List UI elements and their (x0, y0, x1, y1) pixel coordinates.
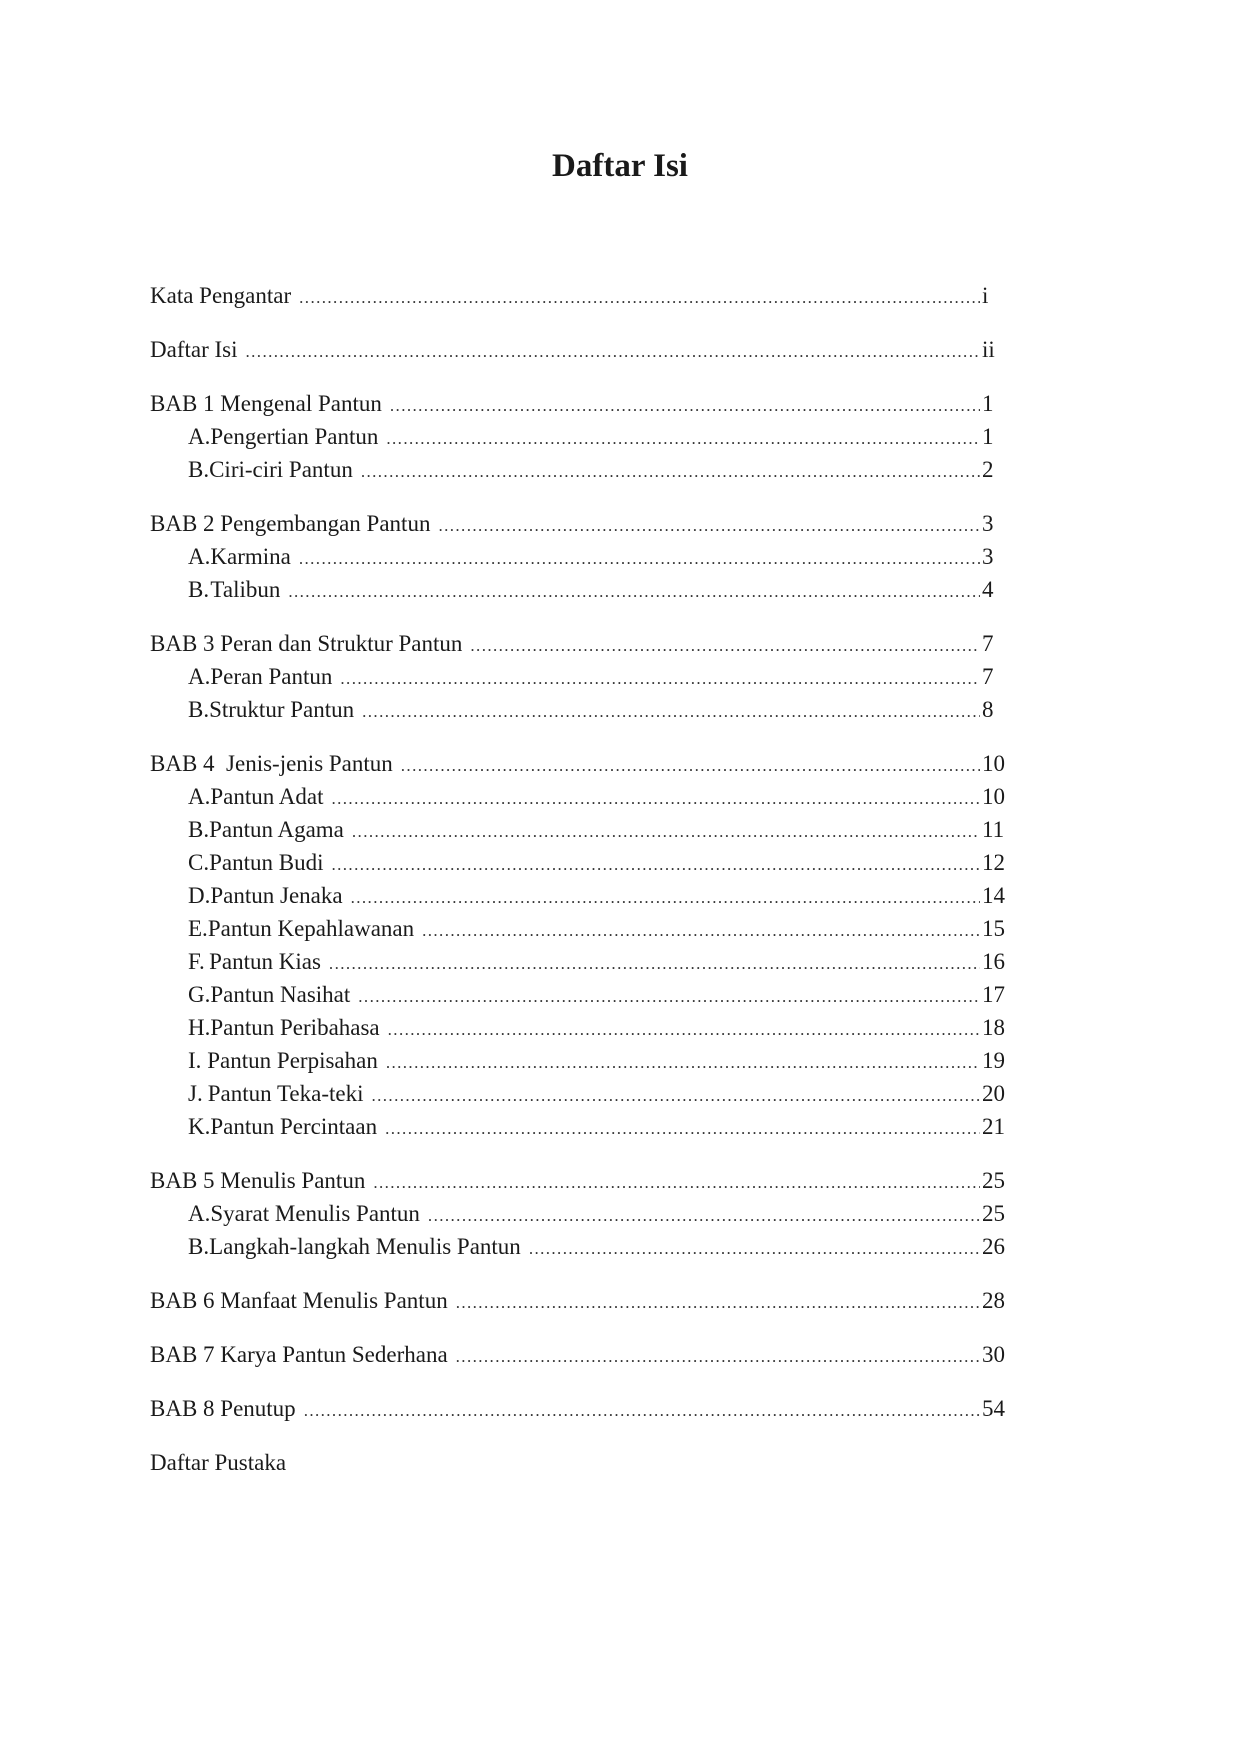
toc-dot-leader (470, 629, 980, 662)
toc-entry-letter: I. (188, 1048, 202, 1073)
toc-page-number: 25 (982, 1168, 1005, 1193)
toc-page-number: 1 (982, 391, 994, 416)
toc-page-number: 10 (982, 751, 1005, 776)
table-of-contents (150, 279, 1010, 1500)
toc-page-number: 21 (982, 1114, 1005, 1139)
toc-group (150, 1392, 1010, 1425)
toc-page-number: ii (982, 337, 995, 362)
toc-entry-letter: A. (188, 664, 211, 689)
toc-entry-letter: B. (188, 457, 210, 482)
toc-subsection-entry[interactable] (150, 1077, 1010, 1110)
toc-entry-label: Karmina (210, 544, 291, 569)
toc-chapter-entry[interactable] (150, 1164, 1010, 1197)
toc-entry-label: BAB 1 Mengenal Pantun (150, 391, 382, 416)
toc-dot-leader (371, 1079, 980, 1112)
toc-page-number: 15 (982, 916, 1005, 941)
toc-entry-label: Pantun Peribahasa (210, 1015, 380, 1040)
toc-dot-leader (358, 980, 980, 1013)
toc-chapter-entry[interactable] (150, 1284, 1010, 1317)
toc-dot-leader (386, 1046, 980, 1079)
toc-entry-label: Pantun Adat (210, 784, 324, 809)
toc-entry-letter: A. (188, 784, 211, 809)
toc-entry-letter: F. (188, 949, 205, 974)
toc-subsection-entry[interactable] (150, 573, 1010, 606)
toc-page-number: 11 (982, 817, 1005, 842)
toc-page-number: 12 (982, 850, 1005, 875)
toc-subsection-entry[interactable] (150, 660, 1010, 693)
toc-entry-label: BAB 7 Karya Pantun Sederhana (150, 1342, 448, 1367)
toc-entry-letter: B. (188, 577, 210, 602)
toc-entry-label: BAB 5 Menulis Pantun (150, 1168, 366, 1193)
toc-subsection-entry[interactable] (150, 1230, 1010, 1263)
toc-group (150, 1446, 1010, 1479)
toc-entry-label: Pantun Percintaan (210, 1114, 378, 1139)
toc-group (150, 387, 1010, 486)
toc-entry-letter: C. (188, 850, 210, 875)
toc-entry-label: Pantun Kepahlawanan (207, 916, 415, 941)
toc-subsection-entry[interactable] (150, 978, 1010, 1011)
toc-entry-letter: B. (188, 817, 210, 842)
toc-entry-label: Struktur Pantun (209, 697, 355, 722)
toc-dot-leader (340, 662, 980, 695)
toc-entry-label: Pengertian Pantun (210, 424, 379, 449)
toc-dot-leader (388, 1013, 980, 1046)
toc-page-number: 3 (982, 511, 994, 536)
toc-entry-label: Pantun Nasihat (210, 982, 351, 1007)
toc-entry-label: Pantun Agama (209, 817, 344, 842)
toc-page-number: 20 (982, 1081, 1005, 1106)
toc-dot-leader (456, 1286, 980, 1319)
toc-subsection-entry[interactable] (150, 1011, 1010, 1044)
toc-page-number: 1 (982, 424, 994, 449)
toc-subsection-entry[interactable] (150, 540, 1010, 573)
toc-subsection-entry[interactable] (150, 1044, 1010, 1077)
toc-entry-label: BAB 2 Pengembangan Pantun (150, 511, 431, 536)
toc-dot-leader (304, 1394, 980, 1427)
toc-page-number: 7 (982, 664, 994, 689)
toc-subsection-entry[interactable] (150, 813, 1010, 846)
toc-chapter-entry[interactable] (150, 1446, 1010, 1479)
toc-dot-leader (456, 1340, 980, 1373)
toc-dot-leader (438, 509, 980, 542)
toc-group (150, 1164, 1010, 1263)
toc-entry-label: Pantun Budi (209, 850, 324, 875)
toc-dot-leader (331, 782, 980, 815)
toc-chapter-entry[interactable] (150, 279, 1010, 312)
toc-dot-leader (351, 881, 980, 914)
toc-dot-leader (422, 914, 980, 947)
toc-entry-label: Daftar Pustaka (150, 1450, 287, 1475)
toc-page-number: 18 (982, 1015, 1005, 1040)
toc-dot-leader (352, 815, 980, 848)
toc-page-number: 8 (982, 697, 994, 722)
toc-page-number: 25 (982, 1201, 1005, 1226)
toc-subsection-entry[interactable] (150, 1197, 1010, 1230)
toc-entry-label: Pantun Perpisahan (207, 1048, 378, 1073)
toc-dot-leader (386, 422, 980, 455)
toc-page-number: i (982, 283, 989, 308)
toc-entry-letter: A. (188, 1201, 211, 1226)
toc-subsection-entry[interactable] (150, 1110, 1010, 1143)
toc-page-number: 14 (982, 883, 1005, 908)
toc-entry-label: Ciri-ciri Pantun (209, 457, 353, 482)
toc-subsection-entry[interactable] (150, 945, 1010, 978)
toc-dot-leader (401, 749, 980, 782)
toc-page-number: 26 (982, 1234, 1005, 1259)
toc-entry-label: Daftar Isi (150, 337, 238, 362)
toc-entry-label: Pantun Jenaka (210, 883, 343, 908)
toc-group (150, 1284, 1010, 1317)
toc-group (150, 279, 1010, 312)
toc-chapter-entry[interactable] (150, 333, 1010, 366)
toc-dot-leader (329, 947, 980, 980)
toc-entry-letter: D. (188, 883, 211, 908)
toc-dot-leader (299, 281, 980, 314)
toc-subsection-entry[interactable] (150, 780, 1010, 813)
toc-entry-letter: A. (188, 544, 211, 569)
toc-dot-leader (331, 848, 980, 881)
toc-entry-letter: E. (188, 916, 208, 941)
toc-subsection-entry[interactable] (150, 912, 1010, 945)
toc-page-number: 28 (982, 1288, 1005, 1313)
toc-dot-leader (373, 1166, 980, 1199)
toc-entry-letter: K. (188, 1114, 211, 1139)
toc-entry-label: Pantun Kias (209, 949, 321, 974)
toc-page-number: 3 (982, 544, 994, 569)
toc-entry-label: Langkah-langkah Menulis Pantun (209, 1234, 521, 1259)
toc-group (150, 747, 1010, 1143)
toc-dot-leader (361, 455, 980, 488)
toc-entry-label: Syarat Menulis Pantun (210, 1201, 420, 1226)
toc-entry-label: BAB 4 Jenis-jenis Pantun (150, 751, 393, 776)
toc-dot-leader (385, 1112, 980, 1145)
toc-entry-letter: B. (188, 1234, 210, 1259)
toc-dot-leader (390, 389, 980, 422)
toc-page-number: 19 (982, 1048, 1005, 1073)
toc-dot-leader (299, 542, 980, 575)
toc-group (150, 1338, 1010, 1371)
toc-subsection-entry[interactable] (150, 879, 1010, 912)
toc-page-number: 54 (982, 1396, 1005, 1421)
toc-chapter-entry[interactable] (150, 747, 1010, 780)
toc-entry-label: Kata Pengantar (150, 283, 292, 308)
toc-entry-letter: A. (188, 424, 211, 449)
toc-chapter-entry[interactable] (150, 627, 1010, 660)
toc-entry-letter: H. (188, 1015, 211, 1040)
toc-dot-leader (362, 695, 980, 728)
toc-chapter-entry[interactable] (150, 387, 1010, 420)
toc-page-number: 2 (982, 457, 994, 482)
toc-entry-label: BAB 8 Penutup (150, 1396, 296, 1421)
toc-group (150, 627, 1010, 726)
toc-chapter-entry[interactable] (150, 507, 1010, 540)
toc-dot-leader (428, 1199, 980, 1232)
toc-entry-label: Pantun Teka-teki (207, 1081, 364, 1106)
toc-entry-letter: B. (188, 697, 210, 722)
toc-entry-letter: G. (188, 982, 211, 1007)
toc-entry-label: BAB 3 Peran dan Struktur Pantun (150, 631, 463, 656)
toc-page-number: 16 (982, 949, 1005, 974)
toc-page-number: 4 (982, 577, 994, 602)
toc-page-number: 17 (982, 982, 1005, 1007)
toc-entry-letter: J. (188, 1081, 203, 1106)
toc-page-number: 30 (982, 1342, 1005, 1367)
toc-dot-leader (246, 335, 981, 368)
toc-group (150, 333, 1010, 366)
toc-subsection-entry[interactable] (150, 453, 1010, 486)
toc-dot-leader (529, 1232, 980, 1265)
toc-entry-label: Peran Pantun (210, 664, 333, 689)
toc-entry-label: Talibun (210, 577, 281, 602)
page-title: Daftar Isi (552, 148, 688, 184)
toc-group (150, 507, 1010, 606)
toc-chapter-entry[interactable] (150, 1392, 1010, 1425)
toc-chapter-entry[interactable] (150, 1338, 1010, 1371)
toc-page-number: 7 (982, 631, 994, 656)
toc-subsection-entry[interactable] (150, 693, 1010, 726)
toc-subsection-entry[interactable] (150, 846, 1010, 879)
toc-entry-label: BAB 6 Manfaat Menulis Pantun (150, 1288, 448, 1313)
toc-page-number: 10 (982, 784, 1005, 809)
toc-subsection-entry[interactable] (150, 420, 1010, 453)
toc-dot-leader (288, 575, 980, 608)
